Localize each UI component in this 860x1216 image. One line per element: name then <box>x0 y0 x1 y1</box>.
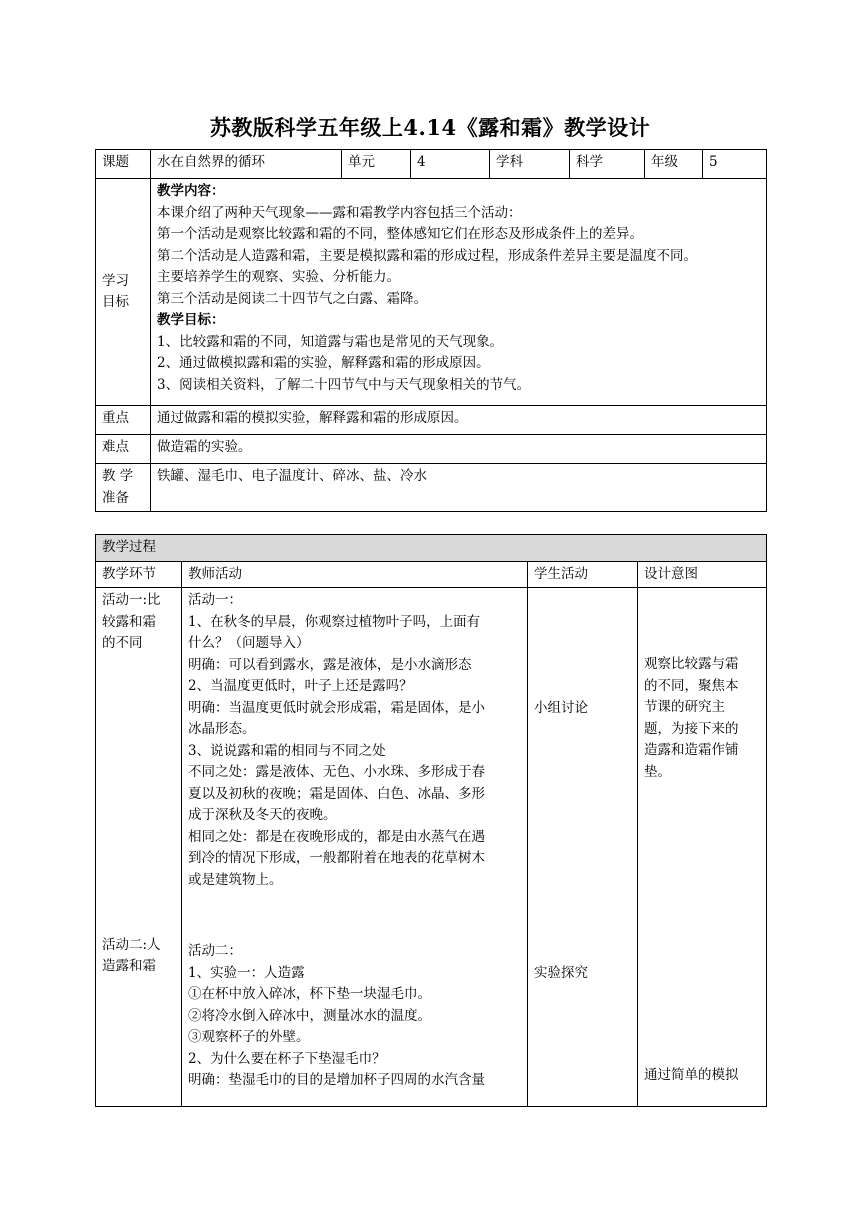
intent-line: 垫。 <box>644 763 671 780</box>
teacher-line: 或是建筑物上。 <box>188 871 283 888</box>
spacer <box>534 590 631 698</box>
teacher-line: 到冷的情况下形成，一般都附着在地表的花草树木 <box>188 850 485 866</box>
goals-heading: 教学目标： <box>157 312 225 328</box>
student-activity: 小组讨论 <box>534 700 588 716</box>
teacher-line: 不同之处：露是液体、无色、小水珠、多形成于春 <box>188 764 485 780</box>
stage-line: 较露和霜 <box>102 613 156 630</box>
subject-value: 科学 <box>570 150 645 179</box>
col-intent: 设计意图 <box>638 561 767 588</box>
teacher-line: 活动一： <box>188 592 242 608</box>
teacher-line: ③观察杯子的外壁。 <box>188 1029 310 1045</box>
unit-label: 单元 <box>342 150 411 179</box>
col-student: 学生活动 <box>528 561 638 588</box>
teacher-line: 2、当温度更低时，叶子上还是露吗？ <box>188 678 413 694</box>
difficulty-value: 做造霜的实验。 <box>151 435 767 464</box>
teacher-cell <box>182 588 528 1107</box>
preparation-label-line: 教 学 <box>102 468 134 484</box>
col-teacher: 教师活动 <box>182 561 528 588</box>
content-line: 本课介绍了两种天气现象——露和霜教学内容包括三个活动： <box>157 204 522 221</box>
teacher-line: 3、说说露和霜的相同与不同之处 <box>188 742 386 759</box>
teacher-line: 夏以及初秋的夜晚；霜是固体、白色、冰晶、多形 <box>188 785 485 802</box>
stage-cell <box>96 588 182 1107</box>
spacer <box>534 720 631 963</box>
preparation-label-line: 准备 <box>102 489 129 506</box>
teacher-line: 明确：当温度更低时就会形成霜，霜是固体，是小 <box>188 699 485 716</box>
objectives-label-line: 学习 <box>102 272 129 289</box>
preparation-label <box>96 464 151 512</box>
objectives-label <box>96 179 151 406</box>
grade-label: 年级 <box>645 150 703 179</box>
student-cell <box>528 588 638 1107</box>
teacher-line: 成于深秋及冬天的夜晚。 <box>188 807 337 823</box>
goal-line: 2、通过做模拟露和霜的实验，解释露和霜的形成原因。 <box>157 355 490 371</box>
intent-line: 的不同，聚焦本 <box>644 677 739 694</box>
intent-line: 通过简单的模拟 <box>644 1067 739 1083</box>
teacher-line: 1、在秋冬的早晨，你观察过植物叶子吗，上面有 <box>188 613 481 630</box>
preparation-value: 铁罐、湿毛巾、电子温度计、碎冰、盐、冷水 <box>151 464 767 512</box>
content-line: 主要培养学生的观察、实验、分析能力。 <box>157 269 400 285</box>
intent-line: 节课的研究主 <box>644 699 725 715</box>
teacher-line: 2、为什么要在杯子下垫湿毛巾？ <box>188 1050 386 1067</box>
content-line: 第二个活动是人造露和霜，主要是模拟露和霜的形成过程，形成条件差异主要是温度不同。 <box>157 247 697 264</box>
stage-line: 活动二:人 <box>102 936 161 953</box>
lesson-label: 课题 <box>96 150 151 179</box>
lesson-info-table <box>95 149 767 512</box>
objectives-content <box>151 179 767 406</box>
teacher-line: 相同之处：都是在夜晚形成的，都是由水蒸气在遇 <box>188 828 485 845</box>
key-point-value: 通过做露和霜的模拟实验，解释露和霜的形成原因。 <box>151 406 767 435</box>
teacher-line: 明确：垫湿毛巾的目的是增加杯子四周的水汽含量 <box>188 1072 485 1088</box>
goal-line: 1、比较露和霜的不同，知道露与霜也是常见的天气现象。 <box>157 333 504 350</box>
process-heading: 教学过程 <box>96 535 767 562</box>
intent-line: 观察比较露与霜 <box>644 656 739 672</box>
process-table <box>95 534 767 1107</box>
difficulty-label: 难点 <box>96 435 151 464</box>
content-line: 第三个活动是阅读二十四节气之白露、霜降。 <box>157 290 427 307</box>
teacher-line: 1、实验一：人造露 <box>188 964 305 981</box>
teacher-line: ①在杯中放入碎冰，杯下垫一块湿毛巾。 <box>188 986 431 1002</box>
teacher-line: ②将冷水倒入碎冰中，测量冰水的温度。 <box>188 1007 431 1024</box>
stage-line: 的不同 <box>102 635 143 651</box>
spacer <box>102 655 175 935</box>
spacer <box>644 783 760 1065</box>
content-line: 第一个活动是观察比较露和霜的不同，整体感知它们在形态及形成条件上的差异。 <box>157 226 643 242</box>
teacher-line: 活动二： <box>188 943 242 959</box>
goal-line: 3、阅读相关资料，了解二十四节气中与天气现象相关的节气。 <box>157 376 531 393</box>
stage-line: 活动一:比 <box>102 592 161 608</box>
student-activity: 实验探究 <box>534 964 588 981</box>
intent-cell <box>638 588 767 1107</box>
grade-value: 5 <box>703 150 767 179</box>
col-stage: 教学环节 <box>96 561 182 588</box>
subject-label: 学科 <box>490 150 570 179</box>
unit-value: 4 <box>411 150 490 179</box>
teacher-line: 什么？（问题导入） <box>188 635 310 651</box>
spacer <box>644 590 760 654</box>
stage-line: 造露和霜 <box>102 958 156 974</box>
key-point-label: 重点 <box>96 406 151 435</box>
lesson-value: 水在自然界的循环 <box>151 150 342 179</box>
spacer <box>188 891 521 941</box>
intent-line: 题，为接下来的 <box>644 720 739 737</box>
teacher-line: 冰晶形态。 <box>188 721 256 737</box>
teacher-line: 明确：可以看到露水，露是液体，是小水滴形态 <box>188 656 472 673</box>
objectives-label-line: 目标 <box>102 294 129 310</box>
page-title: 苏教版科学五年级上4.14《露和霜》教学设计 <box>209 115 651 140</box>
content-heading: 教学内容： <box>157 183 225 199</box>
intent-line: 造露和造霜作铺 <box>644 742 739 758</box>
